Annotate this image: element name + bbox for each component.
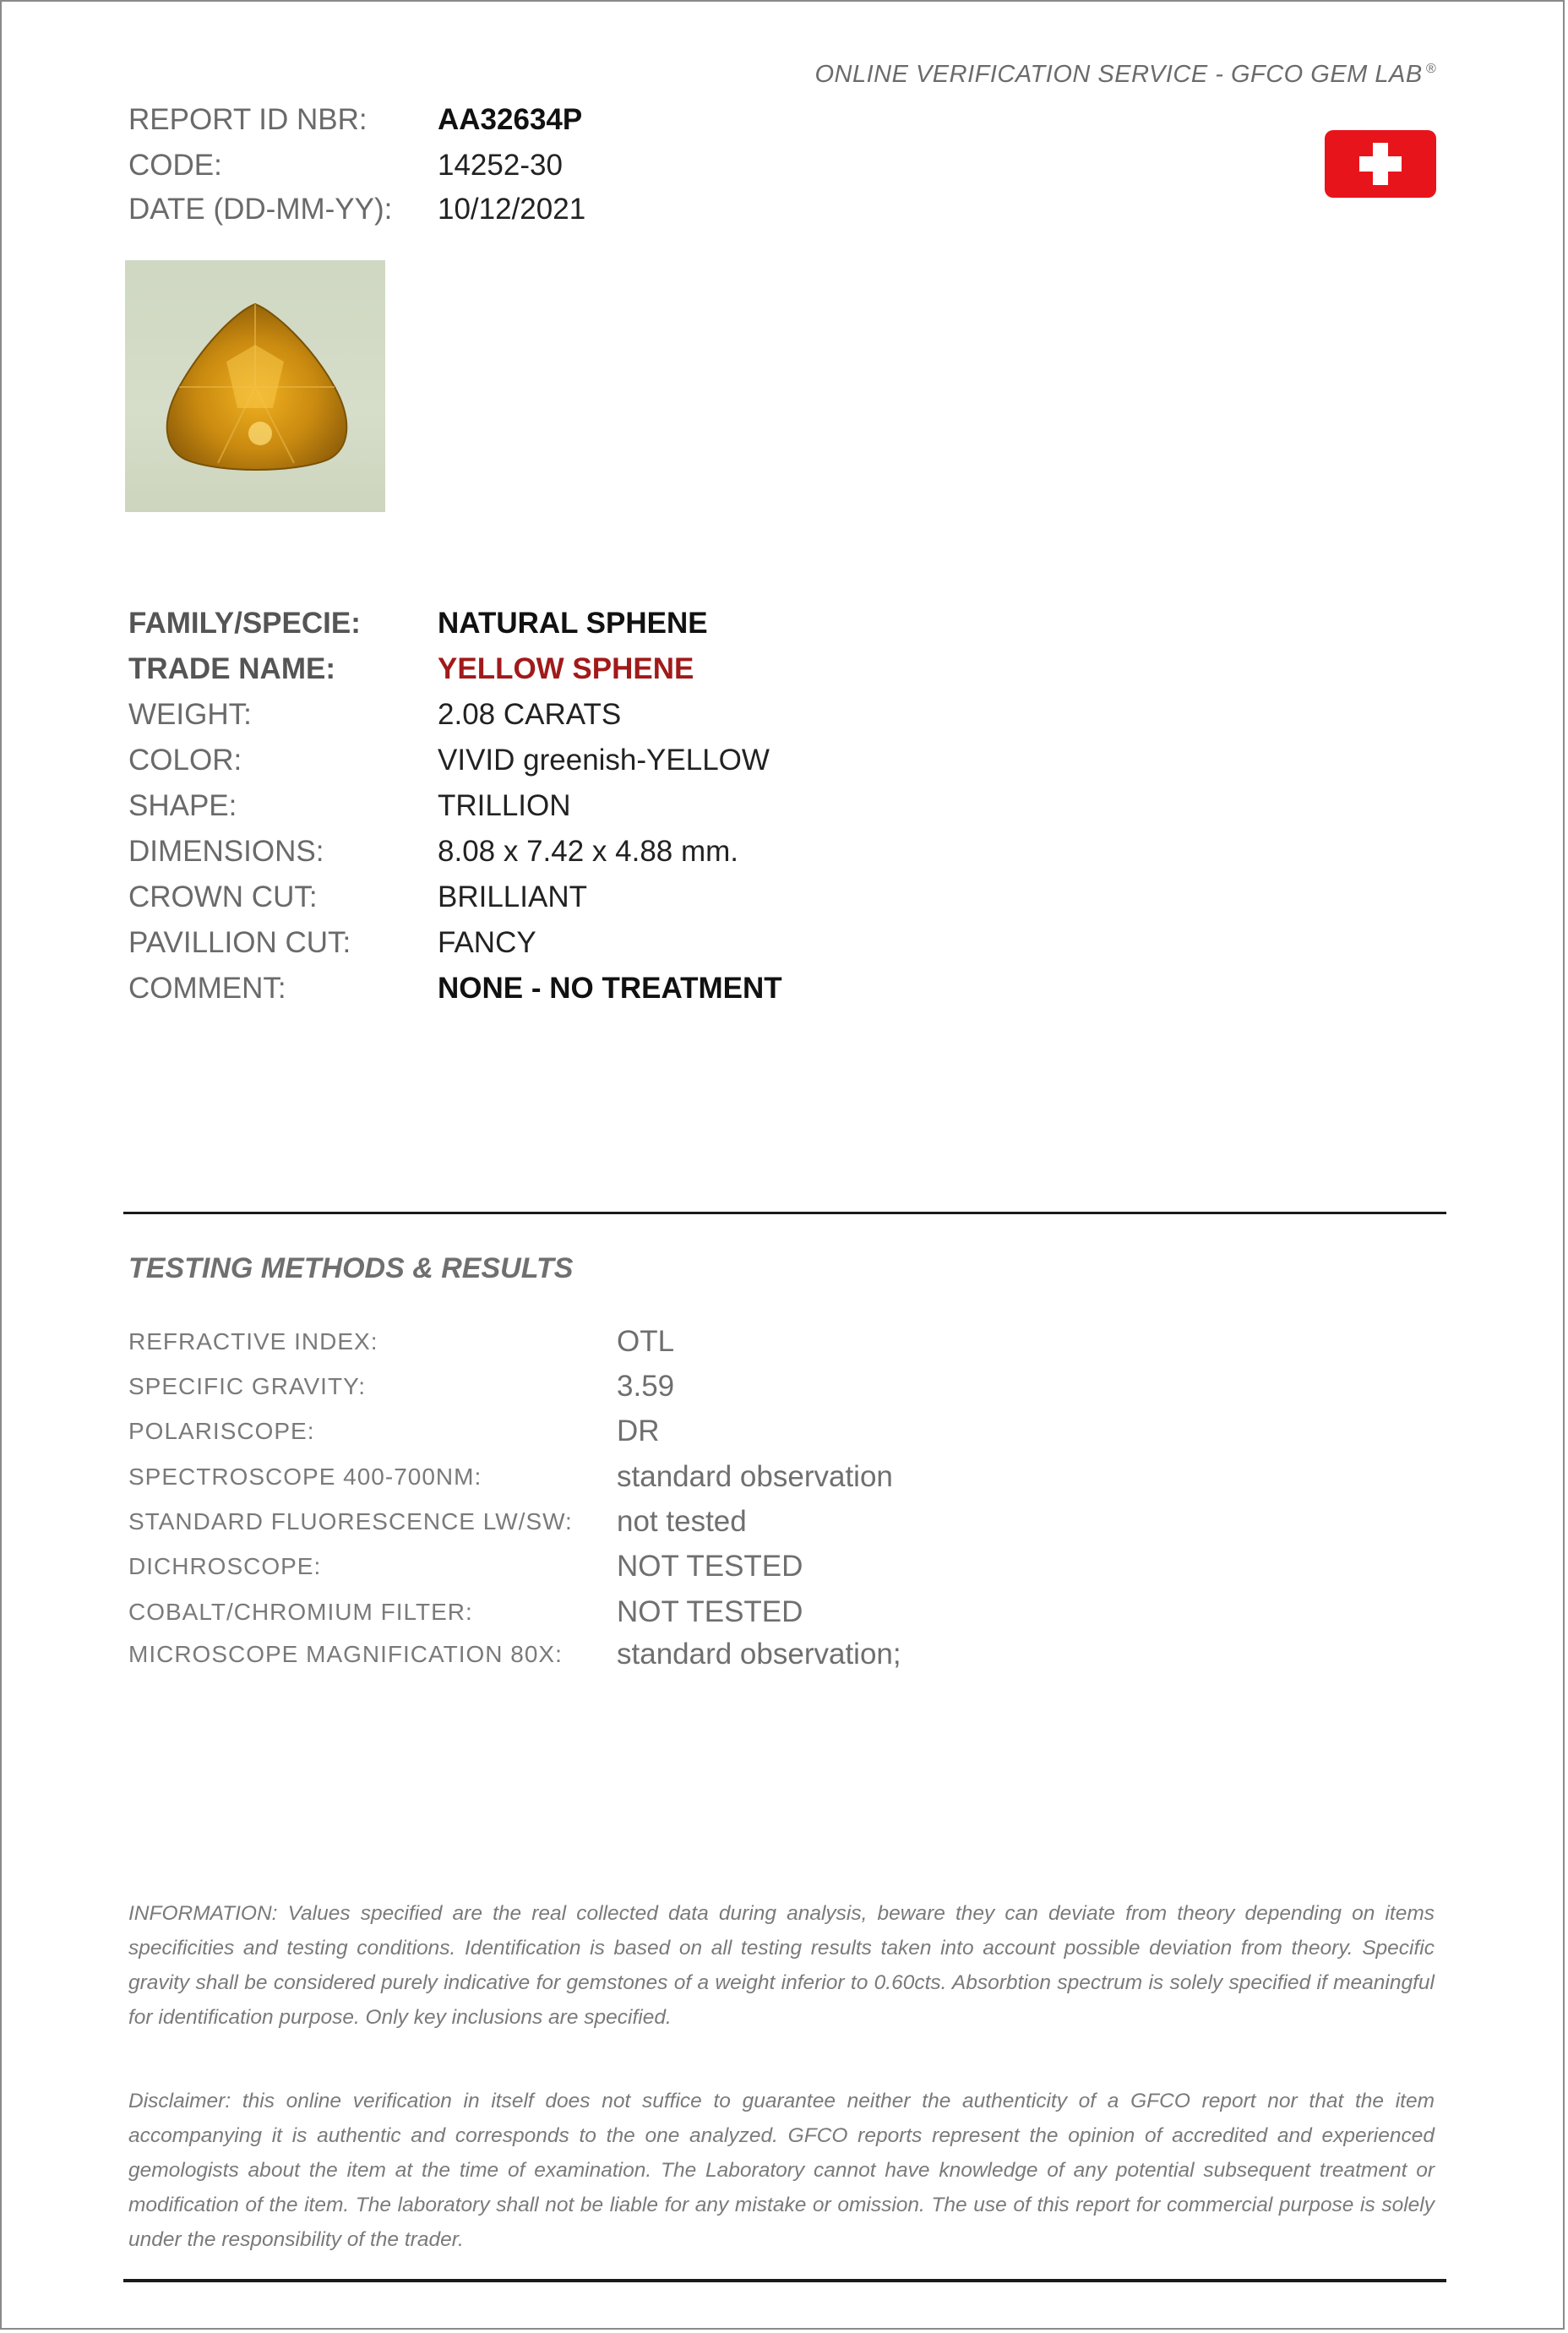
test-label: COBALT/CHROMIUM FILTER: — [128, 1599, 473, 1625]
date-label: DATE (DD-MM-YY): — [128, 193, 393, 226]
detail-label: COLOR: — [128, 744, 242, 777]
detail-value: VIVID greenish-YELLOW — [438, 744, 770, 777]
detail-label: WEIGHT: — [128, 698, 252, 731]
disclaimer-paragraph: Disclaimer: this online verification in itself does not suffice to guarantee neither the authenticity of a GFCO report nor that the item accompanying it is authentic and corresponds to the one analyzed. GFCO reports represent the opinion of accredited and experienced gemologists about the item at the time of examination. The Laboratory cannot have knowledge of any potential subsequent treatment or modification of the item. The laboratory shall not be liable for any mistake or omission. The use of this report for commercial purpose is solely under the responsibility of the trader. — [128, 2090, 1435, 2251]
test-label: SPECTROSCOPE 400-700NM: — [128, 1464, 482, 1490]
test-label: MICROSCOPE MAGNIFICATION 80X: — [128, 1641, 563, 1667]
detail-value: 8.08 x 7.42 x 4.88 mm. — [438, 835, 739, 868]
report-id-label: REPORT ID NBR: — [128, 103, 368, 136]
detail-value: NONE - NO TREATMENT — [438, 972, 782, 1005]
test-value: standard observation — [617, 1460, 893, 1493]
footer-divider — [123, 2279, 1446, 2282]
verification-service-title — [814, 61, 1436, 89]
detail-label: SHAPE: — [128, 789, 237, 822]
test-label: REFRACTIVE INDEX: — [128, 1328, 378, 1355]
testing-title: TESTING METHODS & RESULTS — [128, 1252, 574, 1284]
code-label: CODE: — [128, 149, 222, 182]
test-value: NOT TESTED — [617, 1550, 803, 1583]
test-value: standard observation; — [617, 1638, 901, 1671]
test-label: POLARISCOPE: — [128, 1418, 315, 1444]
trillion-gem-icon — [125, 260, 385, 512]
detail-label: COMMENT: — [128, 972, 286, 1005]
test-value: 3.59 — [617, 1370, 675, 1403]
test-label: SPECIFIC GRAVITY: — [128, 1373, 366, 1399]
detail-label: DIMENSIONS: — [128, 835, 324, 868]
test-value: not tested — [617, 1505, 747, 1538]
test-label: DICHROSCOPE: — [128, 1553, 322, 1579]
report-id-value: AA32634P — [438, 103, 583, 136]
detail-label: CROWN CUT: — [128, 880, 318, 913]
test-value: DR — [617, 1415, 660, 1447]
service-name: ONLINE VERIFICATION SERVICE - GFCO GEM LAB — [814, 61, 1423, 88]
detail-value: 2.08 CARATS — [438, 698, 622, 731]
detail-label: TRADE NAME: — [128, 652, 335, 685]
detail-label: PAVILLION CUT: — [128, 926, 351, 959]
registered-mark: ® — [1425, 62, 1436, 77]
section-divider — [123, 1212, 1446, 1214]
detail-value: NATURAL SPHENE — [438, 607, 708, 640]
gem-photo — [125, 260, 385, 512]
detail-value: BRILLIANT — [438, 880, 587, 913]
swiss-flag-icon — [1325, 130, 1436, 198]
detail-label: FAMILY/SPECIE: — [128, 607, 361, 640]
flag-cross-horizontal — [1359, 156, 1402, 172]
test-value: OTL — [617, 1325, 675, 1358]
code-value: 14252-30 — [438, 149, 563, 182]
detail-value: YELLOW SPHENE — [438, 652, 694, 685]
detail-value: TRILLION — [438, 789, 571, 822]
test-label: STANDARD FLUORESCENCE LW/SW: — [128, 1508, 573, 1534]
information-paragraph: INFORMATION: Values specified are the real collected data during analysis, beware they can deviate from theory depending on items specificities and testing conditions. Identification is based on all testing results taken into account possible deviation from theory. Specific gravity shall be considered purely indicative for gemstones of a weight inferior to 0.60cts. Absorbtion spectrum is solely specified if meaningful for identification purpose. Only key inclusions are specified. — [128, 1902, 1435, 2029]
detail-value: FANCY — [438, 926, 536, 959]
test-value: NOT TESTED — [617, 1595, 803, 1628]
date-value: 10/12/2021 — [438, 193, 586, 226]
